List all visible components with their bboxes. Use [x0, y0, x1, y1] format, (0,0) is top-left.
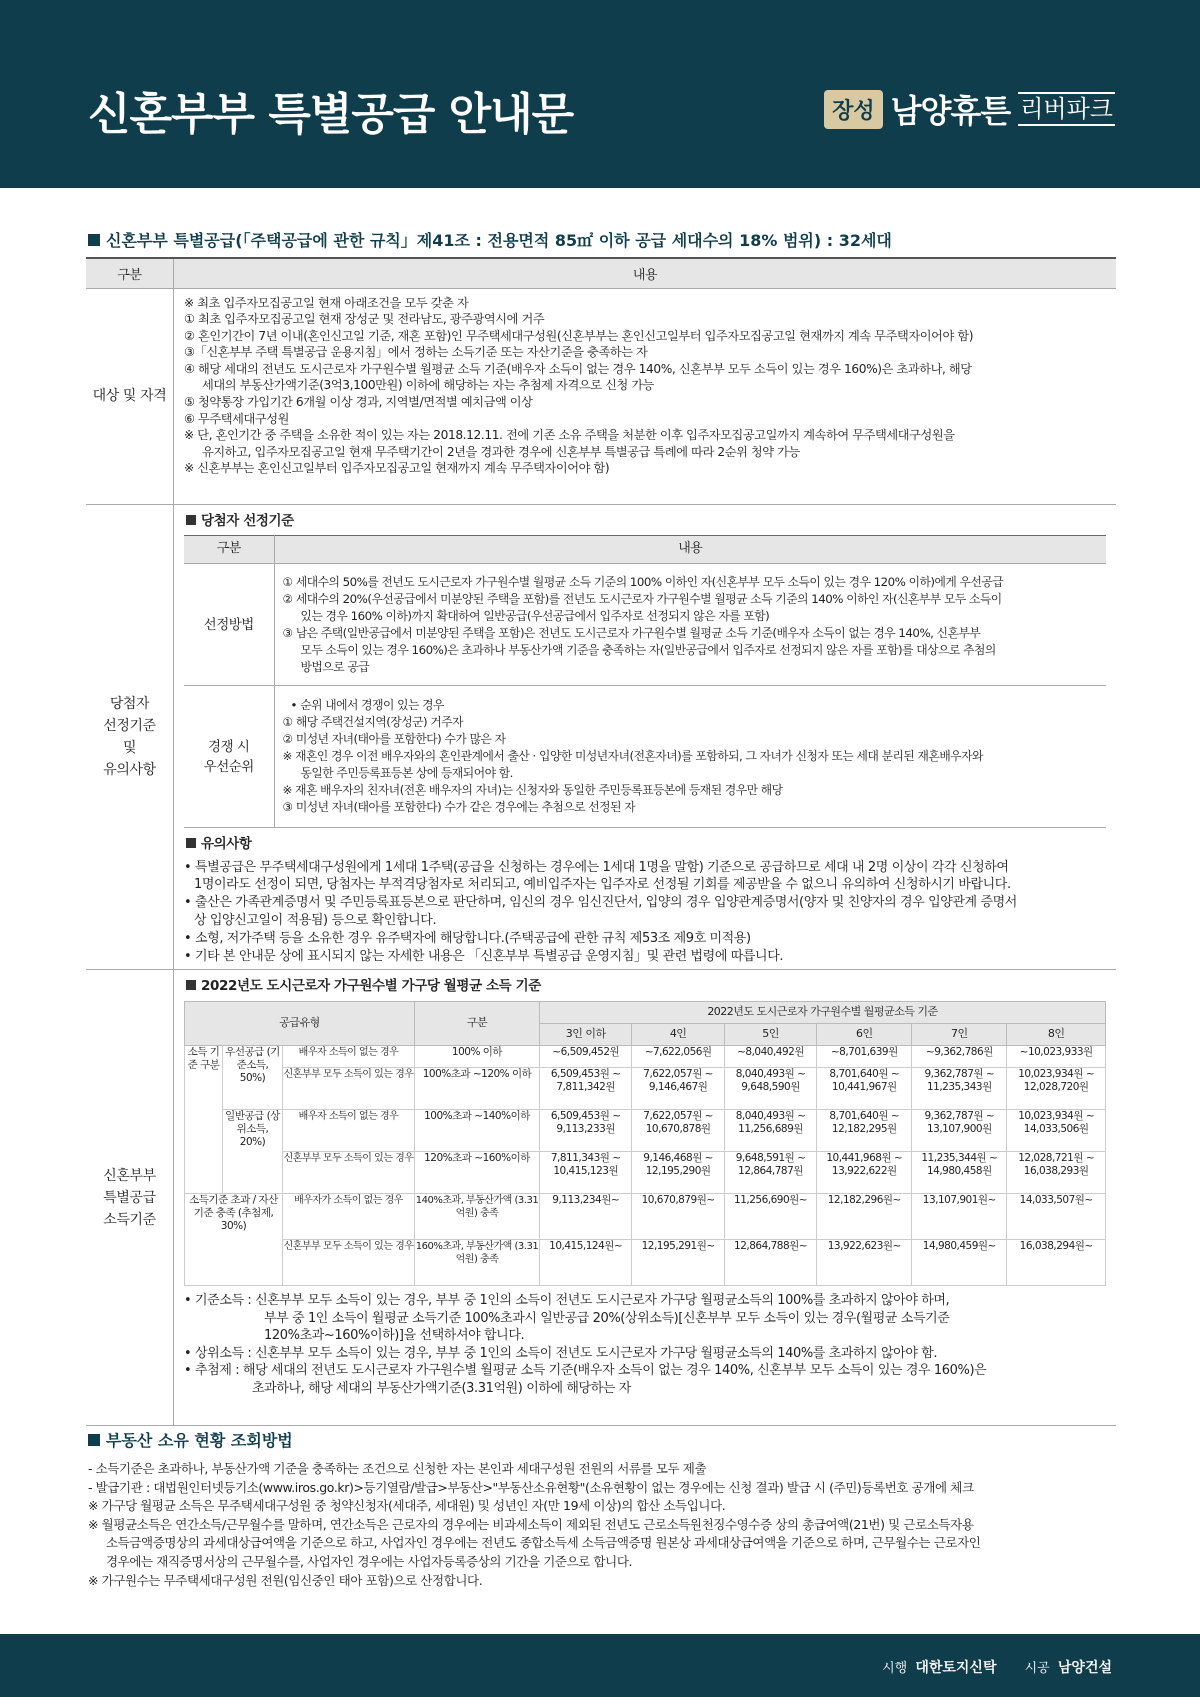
- square-bullet-icon: [88, 1434, 100, 1446]
- section1-title: 신혼부부 특별공급(「주택공급에 관한 규칙」제41조 : 전용면적 85㎡ 이하 공급 세대수의 18% 범위) : 32세대: [88, 228, 892, 251]
- col-header-content: 내용: [174, 258, 1117, 288]
- notice-content: • 특별공급은 무주택세대구성원에게 1세대 1주택(공급을 신청하는 경우에는 1세대 1명을 말함) 기준으로 공급하므로 세대 내 2명 이상이 각각 신청하여 1명이라도 선정이 되면, 당첨자는 부적격당첨자로 처리되고, 예비입주자는 입주자로 선정될 기회를 제공받을 수 없으니 유의하여 신청하시기 바랍니다. • 출산은 가족관계증명서 및 주민등록표등본으로 판단하며, 임신의 경우 임신진단서, 입양의 경우 입양관계증명서(양자 및 친양자의 경우 입양관계 증명서 상 입양신고일이 적용됨) 등으로 확인합니다. • 소형, 저가주택 등을 소유한 경우 유주택자에 해당합니다.(주택공급에 관한 규칙 제53조 제9호 미적용) • 기타 본 안내문 상에 표시되지 않는 자세한 내용은 「신혼부부 특별공급 운영지침」및 관련 법령에 따릅니다.: [184, 859, 1017, 964]
- page-header: [0, 0, 1200, 188]
- method-content: ① 세대수의 50%를 전년도 도시근로자 가구원수별 월평균 소득 기준의 100% 이하인 자(신혼부부 모두 소득이 있는 경우 120% 이하)에게 우선공급 ② 세대수의 20%(우선공급에서 미분양된 주택을 포함)를 전년도 도시근로자 가구원수별 월평균 소득 기준의 140% 이하인 자(신혼부부 모두 소득이 있는 경우 160% 이하)까지 확대하여 일반공급(우선공급에서 입주자로 선정되지 않은 자를 포함) ③ 남은 주택(일반공급에서 미분양된 주택을 포함)은 전년도 도시근로자 가구원수별 월평균 소득 기준(배우자 소득이 없는 경우 140%, 신혼부부 모두 소득이 있는 경우 160%)은 초과하나 부동산가액 기준을 충족하는 자(일반공급에서 입주자로 선정되지 않은 자를 포함)를 대상으로 추첨의 방법으로 공급: [274, 564, 1106, 686]
- page-footer: [0, 1634, 1200, 1697]
- footer-exec-name: 대한토지신탁: [915, 1660, 997, 1676]
- notice-title: 유의사항: [186, 836, 1106, 853]
- income-notes: • 기준소득 : 신혼부부 모두 소득이 있는 경우, 부부 중 1인의 소득이 전년도 도시근로자 가구당 월평균소득의 100%를 초과하지 않아야 하며, 부부 중 1인 소득이 월평균 소득기준 100%초과시 일반공급 20%(상위소득)[신혼부부 모두 소득이 있는 경우(월평균 소득기준 120%초과~160%이하)]을 선택하셔야 합니다. • 상위소득 : 신혼부부 모두 소득이 있는 경우, 부부 중 1인의 소득이 전년도 도시근로자 가구당 월평균소득의 140%를 초과하지 않아야 함. • 추첨제 : 해당 세대의 전년도 도시근로자 가구원수별 월평균 소득 기준(배우자 소득이 없는 경우 140%, 신혼부부 모두 소득이 있는 경우 160%)은 초과하나, 해당 세대의 부동산가액기준(3.31억원) 이하에 해당하는 자: [184, 1293, 987, 1396]
- income-label: 신혼부부 특별공급 소득기준: [86, 970, 174, 1426]
- page-title: 신혼부부 특별공급 안내문: [88, 89, 574, 140]
- selection-label: 당첨자 선정기준 및 유의사항: [86, 504, 174, 970]
- logo-brand: 남양휴튼: [890, 92, 1011, 130]
- square-bullet-icon: [186, 838, 196, 848]
- income-row: 신혼부부 모두 소득이 있는 경우 120%초과 ~160%이하 7,811,343원 ~ 10,415,123원 9,146,468원 ~ 12,195,290원 9,648,591원 ~ 12,864,787원 10,441,968원 ~ 13,922,622원 11,235,344원 ~ 14,980,458원 12,028,721원 ~ 16,038,293원: [185, 1152, 1106, 1194]
- brand-logo: [824, 86, 1115, 132]
- income-row: 소득기준 초과 / 자산기준 충족 (추첨제, 30%) 배우자가 소득이 없는 경우 140%초과, 부동산가액 (3.31억원) 충족 9,113,234원~ 10,670,879원~ 11,256,690원~ 12,182,296원~ 13,107,901원~ 14,033,507원~: [185, 1194, 1106, 1240]
- selection-sub-title: 당첨자 선정기준: [186, 513, 1106, 530]
- income-row: 신혼부부 모두 소득이 있는 경우 160%초과, 부동산가액 (3.31억원) 충족 10,415,124원~ 12,195,291원~ 12,864,788원~ 13,922,623원~ 14,980,459원~ 16,038,294원~: [185, 1240, 1106, 1286]
- income-row: 소득 기준 구분 우선공급 (기준소득, 50%) 배우자 소득이 없는 경우 100% 이하 ~6,509,452원 ~7,622,056원 ~8,040,492원 ~8,701,639원 ~9,362,786원 ~10,023,933원: [185, 1046, 1106, 1068]
- method-label: 선정방법: [184, 564, 274, 686]
- footer-build-label: 시공: [1024, 1661, 1050, 1676]
- main-table: [86, 257, 1116, 1426]
- selection-table: 구분 내용 선정방법 ① 세대수의 50%를 전년도 도시근로자 가구원수별 월평균 소득 기준의 100% 이하인 자(신혼부부 모두 소득이 있는 경우 120% 이하)에게 우선공급 ② 세대수의 20%(우선공급에서 미분양된 주택을 포함)를 전년도 도시근로자 가구원수별 월평균 소득 기준의 140% 이하인 자(신혼부부 모두 소득이 있는 경우 160% 이하)까지 확대하여 일반공급(우선공급에서 입주자로 선정되지 않은 자를 포함) ③ 남은 주택(일반공급에서 미분양된 주택을 포함)은 전년도 도시근로자 가구원수별 월평균 소득 기준(배우자 소득이 없는 경우 140%, 신혼부부 모두 소득이 있는 경우 160%)은 초과하나 부동산가액 기준을 충족하는 자(일반공급에서 입주자로 선정되지 않은 자를 포함)를 대상으로 추첨의 방법으로 공급 경쟁 시 우선순위 • 순위 내에서 경쟁이 있는 경우 ① 해당 주택건설지역(장성군) 거주자 ② 미성년 자녀(태아를 포함한다) 수가 많은 자 ※ 재혼인 경우 이전 배우자와의 혼인관계에서 출산 · 입양한 미성년자녀(전혼자녀)를 포함하되, 그 자녀가 신청자 또는 세대 분리된 재혼배우자와 동일한 주민등록표등본 상에 등재되어야 함. ※ 재혼 배우자의 친자녀(전혼 배우자의 자녀)는 신청자와 동일한 주민등록표등본에 등재된 경우만 해당 ③ 미성년 자녀(태아를 포함한다) 수가 같은 경우에는 추첨으로 선정된 자: [184, 535, 1106, 828]
- footer-build-name: 남양건설: [1057, 1660, 1112, 1676]
- section2-title: 부동산 소유 현황 조회방법: [88, 1428, 293, 1451]
- square-bullet-icon: [186, 515, 196, 525]
- eligibility-content: ※ 최초 입주자모집공고일 현재 아래조건을 모두 갖춘 자 ① 최초 입주자모집공고일 현재 장성군 및 전라남도, 광주광역시에 거주 ② 혼인기간이 7년 이내(혼인신고일 기준, 재혼 포함)인 무주택세대구성원(신혼부부는 혼인신고일부터 입주자모집공고일 현재까지 계속 무주택자이어야 함) ③「신혼부부 주택 특별공급 운용지침」에서 정하는 소득기준 또는 자산기준을 충족하는 자 ④ 해당 세대의 전년도 도시근로자 가구원수별 월평균 소득 기준(배우자 소득이 없는 경우 140%, 신혼부부 모두 소득이 있는 경우 160%)은 초과하나, 해당 세대의 부동산가액기준(3억3,100만원) 이하에 해당하는 자는 추첨제 자격으로 신청 가능 ⑤ 청약통장 가입기간 6개월 이상 경과, 지역별/면적별 예치금액 이상 ⑥ 무주택세대구성원 ※ 단, 혼인기간 중 주택을 소유한 적이 있는 자는 2018.12.11. 전에 기존 소유 주택을 처분한 이후 입주자모집공고일까지 계속하여 무주택세대구성원을 유지하고, 입주자모집공고일 현재 무주택기간이 2년을 경과한 경우에 신혼부부 특별공급 특례에 따라 2순위 청약 가능 ※ 신혼부부는 혼인신고일부터 입주자모집공고일 현재까지 계속 무주택자이어야 함): [174, 288, 1117, 504]
- logo-tag: 장성: [824, 90, 883, 129]
- square-bullet-icon: [88, 234, 100, 246]
- priority-label: 경쟁 시 우선순위: [184, 686, 274, 828]
- income-row: 일반공급 (상위소득, 20%) 배우자 소득이 없는 경우 100%초과 ~140%이하 6,509,453원 ~ 9,113,233원 7,622,057원 ~ 10,670,878원 8,040,493원 ~ 11,256,689원 8,701,640원 ~ 12,182,295원 9,362,787원 ~ 13,107,900원 10,023,934원 ~ 14,033,506원: [185, 1110, 1106, 1152]
- eligibility-label: 대상 및 자격: [86, 288, 174, 504]
- footer-exec-label: 시행: [882, 1661, 908, 1676]
- logo-sub: 리버파크: [1018, 92, 1115, 126]
- square-bullet-icon: [186, 980, 196, 990]
- selection-content: [174, 504, 1117, 970]
- income-content: [174, 970, 1117, 1426]
- section2-notes: - 소득기준은 초과하나, 부동산가액 기준을 충족하는 조건으로 신청한 자는 본인과 세대구성원 전원의 서류를 모두 제출 - 발급기관 : 대법원인터넷등기소(www.iros.go.kr)>등기열람/발급>부동산>"부동산소유현황"(소유현황이 없는 경우에는 신청 결과) 발급 시 (주민)등록번호 공개에 체크 ※ 가구당 월평균 소득은 무주택세대구성원 중 청약신청자(세대주, 세대원) 및 성년인 자(만 19세 이상)의 합산 소득입니다. ※ 월평균소득은 연간소득/근무월수를 말하며, 연간소득은 근로자의 경우에는 비과세소득이 제외된 전년도 근로소득원천징수영수증 상의 총급여액(21번) 및 근로소득자용 소득금액증명상의 과세대상급여액을 기준으로 하고, 사업자인 경우에는 전년도 종합소득세 소득금액증명 원본상 과세대상급여액을 기준으로 하며, 근무월수는 근로자인 경우에는 재직증명서상의 근무월수를, 사업자인 경우에는 사업자등록증상의 기간을 기준으로 합니다. ※ 가구원수는 무주택세대구성원 전원(임신중인 태아 포함)으로 산정합니다.: [88, 1461, 981, 1588]
- income-row: 신혼부부 모두 소득이 있는 경우 100%초과 ~120% 이하 6,509,453원 ~ 7,811,342원 7,622,057원 ~ 9,146,467원 8,040,493원 ~ 9,648,590원 8,701,640원 ~ 10,441,967원 9,362,787원 ~ 11,235,343원 10,023,934원 ~ 12,028,720원: [185, 1068, 1106, 1110]
- income-table: 공급유형 구분 2022년도 도시근로자 가구원수별 월평균소득 기준 3인 이하 4인 5인 6인 7인 8인 소득 기준 구분 우선공급 (기준소득, 50%) 배우자 소득이 없는 경우 100% 이하 ~6,509,452원 ~7,622,056원 ~8,040,492원 ~8,701,639원 ~9,362,786원 ~10,023,933원 신혼부부 모두 소득이 있는 경우 100%초과 ~120% 이하 6,509,453원 ~ 7,811,342원 7,622,057원 ~ 9,146,467원 8,040,493원 ~ 9,648,590원 8,701,640원 ~ 10,441,967원 9,362,787원 ~ 11,235,343원 10,023,934원 ~ 12,028,720원 일반공급 (상위소득, 20%) 배우자 소득이 없는 경우 100%초과 ~140%이하 6,509,453원 ~ 9,113,233원 7,622,057원 ~ 10,670,878원 8,040,493원 ~ 11,256,689원 8,701,640원 ~ 12,182,295원 9,362,787원 ~ 13,107,900원 10,023,934원 ~ 14,033,506원 신혼부부 모두 소득이 있는 경우 120%초과 ~160%이하 7,811,343원 ~ 10,415,123원 9,146,468원 ~ 12,195,290원 9,648,591원 ~ 12,864,787원 10,441,968원 ~ 13,922,622원 11,235,344원 ~ 14,980,458원 12,028,721원 ~ 16,038,293원 소득기준 초과 / 자산기준 충족 (추첨제, 30%) 배우자가 소득이 없는 경우 140%초과, 부동산가액 (3.31억원) 충족 9,113,234원~ 10,670,879원~ 11,256,690원~ 12,182,296원~ 13,107,901원~ 14,033,507원~ 신혼부부 모두 소득이 있는 경우 160%초과, 부동산가액 (3.31억원) 충족 10,415,124원~ 12,195,291원~ 12,864,788원~ 13,922,623원~ 14,980,459원~ 16,038,294원~: [184, 1001, 1106, 1286]
- col-header-category: 구분: [86, 258, 174, 288]
- priority-content: • 순위 내에서 경쟁이 있는 경우 ① 해당 주택건설지역(장성군) 거주자 ② 미성년 자녀(태아를 포함한다) 수가 많은 자 ※ 재혼인 경우 이전 배우자와의 혼인관계에서 출산 · 입양한 미성년자녀(전혼자녀)를 포함하되, 그 자녀가 신청자 또는 세대 분리된 재혼배우자와 동일한 주민등록표등본 상에 등재되어야 함. ※ 재혼 배우자의 친자녀(전혼 배우자의 자녀)는 신청자와 동일한 주민등록표등본에 등재된 경우만 해당 ③ 미성년 자녀(태아를 포함한다) 수가 같은 경우에는 추첨으로 선정된 자: [274, 686, 1106, 828]
- income-sub-title: 2022년도 도시근로자 가구원수별 가구당 월평균 소득 기준: [186, 978, 1106, 995]
